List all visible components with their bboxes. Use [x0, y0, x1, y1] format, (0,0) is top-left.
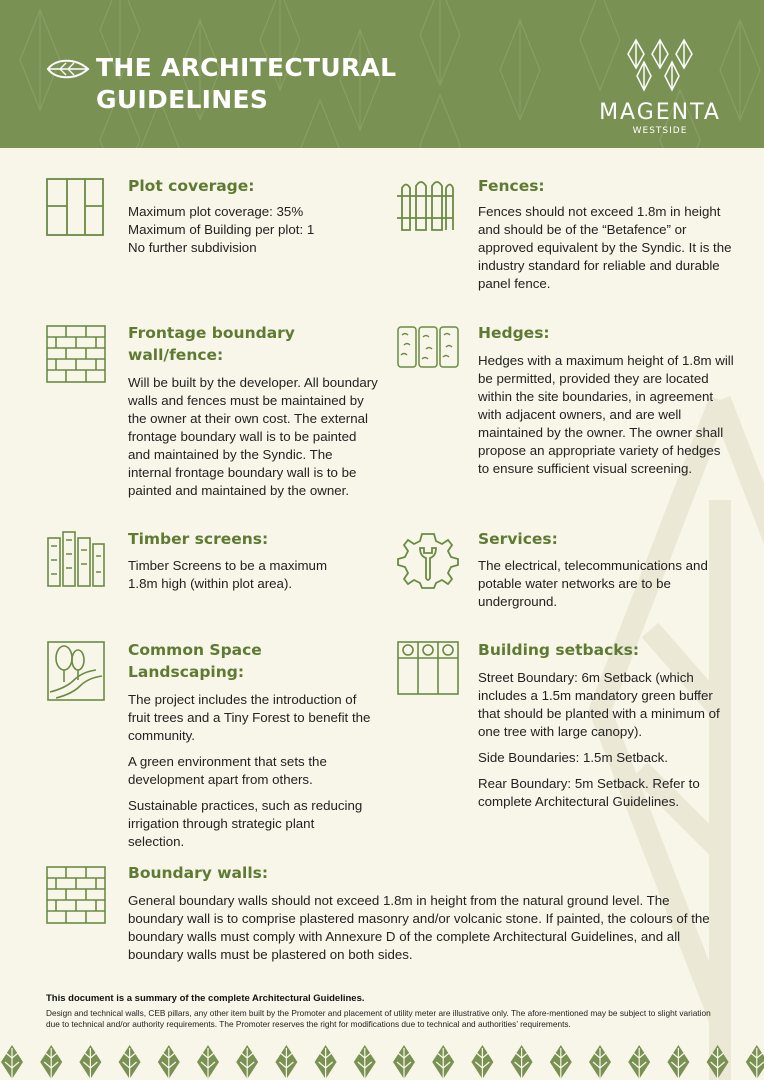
section-line: Maximum plot coverage: 35% — [128, 204, 304, 219]
title-line-1: Frontage boundary — [128, 324, 295, 342]
section-title: Plot coverage: — [128, 177, 255, 195]
footer-summary-note: This document is a summary of the complete Architectural Guidelines. — [46, 993, 365, 1004]
section-title: Hedges: — [478, 324, 550, 342]
tree-icon — [79, 1045, 101, 1080]
tree-icon — [432, 1045, 454, 1080]
tree-row — [0, 1044, 764, 1080]
section-hedges — [478, 322, 734, 478]
page-title — [96, 52, 396, 116]
section-title: Boundary walls: — [128, 864, 269, 882]
section-timber-screens — [128, 528, 358, 593]
tree-icon — [119, 1045, 141, 1080]
section-title — [128, 322, 378, 366]
section-plot-coverage — [128, 175, 358, 257]
section-title: Common Space Landscaping: — [128, 641, 262, 681]
section-building-setbacks — [478, 639, 734, 811]
tree-icon — [236, 1045, 258, 1080]
fence-icon — [396, 178, 454, 232]
title-line-2: GUIDELINES — [96, 85, 269, 114]
tree-icon — [550, 1045, 572, 1080]
tree-icon — [589, 1045, 611, 1080]
section-text: Street Boundary: 6m Setback (which includes a 1.5m mandatory green buffer that should be planted with a minimum of one tree with large canopy). — [478, 670, 720, 739]
section-text: The project includes the introduction of fruit trees and a Tiny Forest to benefit the community. — [128, 692, 371, 743]
tree-icon — [707, 1045, 729, 1080]
tree-icon — [354, 1045, 376, 1080]
brick-wall-icon — [46, 866, 106, 924]
section-frontage-boundary — [128, 322, 378, 500]
logo-name: MAGENTA — [599, 100, 721, 125]
section-text: Side Boundaries: 1.5m Setback. — [478, 750, 668, 765]
tree-icon — [746, 1045, 764, 1080]
section-boundary-walls — [128, 862, 718, 964]
section-line: Maximum of Building per plot: 1 — [128, 222, 315, 237]
section-fences — [478, 175, 734, 293]
section-line: No further subdivision — [128, 240, 257, 255]
header-banner — [0, 0, 764, 148]
section-text: Hedges with a maximum height of 1.8m will be permitted, provided they are located within the site boundaries, in agreement with adjacent owners, and are well maintained by the owner. The owner shall propose an appropriate variety of hedges to ensure sufficient visual screening. — [478, 353, 734, 476]
tree-icon — [393, 1045, 415, 1080]
tree-icon — [511, 1045, 533, 1080]
tree-icon — [197, 1045, 219, 1080]
section-text: Timber Screens to be a maximum 1.8m high (within plot area). — [128, 558, 328, 591]
logo-subtitle: WESTSIDE — [632, 126, 688, 136]
tree-landscape-icon — [46, 640, 106, 702]
tree-icon — [667, 1045, 689, 1080]
tree-icon — [1, 1045, 23, 1080]
magenta-logo — [598, 38, 722, 137]
plot-grid-icon — [46, 178, 104, 236]
section-text: A green environment that sets the development apart from others. — [128, 754, 327, 787]
tree-icon — [628, 1045, 650, 1080]
tree-icon — [158, 1045, 180, 1080]
setback-icon — [396, 640, 460, 696]
section-common-landscaping — [128, 639, 374, 851]
section-title: Fences: — [478, 177, 545, 195]
section-text: Sustainable practices, such as reducing irrigation through strategic plant selection. — [128, 798, 363, 849]
section-services — [478, 528, 734, 611]
hedge-icon — [396, 325, 460, 369]
footer-disclaimer: Design and technical walls, CEB pillars, any other item built by the Promoter and placement of utility meter are illustrative only. The afore-mentioned may be subject to slight variation due to technical and/or authority requirements. The Promoter reserves the right for modifications due to technical and authorities’ requirements. — [46, 1008, 711, 1029]
timber-screen-icon — [46, 530, 106, 588]
tree-icon — [40, 1045, 62, 1080]
logo-leaves-icon — [620, 38, 700, 94]
gear-wrench-icon — [396, 530, 460, 590]
tree-icon — [471, 1045, 493, 1080]
title-line-2: wall/fence: — [128, 346, 224, 364]
brick-wall-icon — [46, 325, 106, 383]
section-text: Rear Boundary: 5m Setback. Refer to complete Architectural Guidelines. — [478, 776, 700, 809]
section-text: Fences should not exceed 1.8m in height and should be of the “Betafence” or approved equivalent by the Syndic. It is the industry standard for reliable and durable panel fence. — [478, 204, 732, 291]
title-line-1: THE ARCHITECTURAL — [96, 53, 397, 82]
section-title: Services: — [478, 530, 558, 548]
section-title: Building setbacks: — [478, 641, 640, 659]
tree-icon — [275, 1045, 297, 1080]
section-text: The electrical, telecommunications and potable water networks are to be underground. — [478, 558, 708, 609]
section-title: Timber screens: — [128, 530, 269, 548]
leaf-icon — [46, 58, 90, 80]
section-text: Will be built by the developer. All boundary walls and fences must be maintained by the owner at their own cost. The external frontage boundary wall is to be painted and maintained by the Syndic. The internal frontage boundary wall is to be painted and maintained by the owner. — [128, 375, 378, 498]
section-text: General boundary walls should not exceed 1.8m in height from the natural ground level. The boundary wall is to comprise plastered masonry and/or volcanic stone. If painted, the colours of the boundary walls must comply with Annexure D of the complete Architectural Guidelines, and all boundary walls must be plastered on both sides. — [128, 893, 710, 962]
tree-icon — [315, 1045, 337, 1080]
